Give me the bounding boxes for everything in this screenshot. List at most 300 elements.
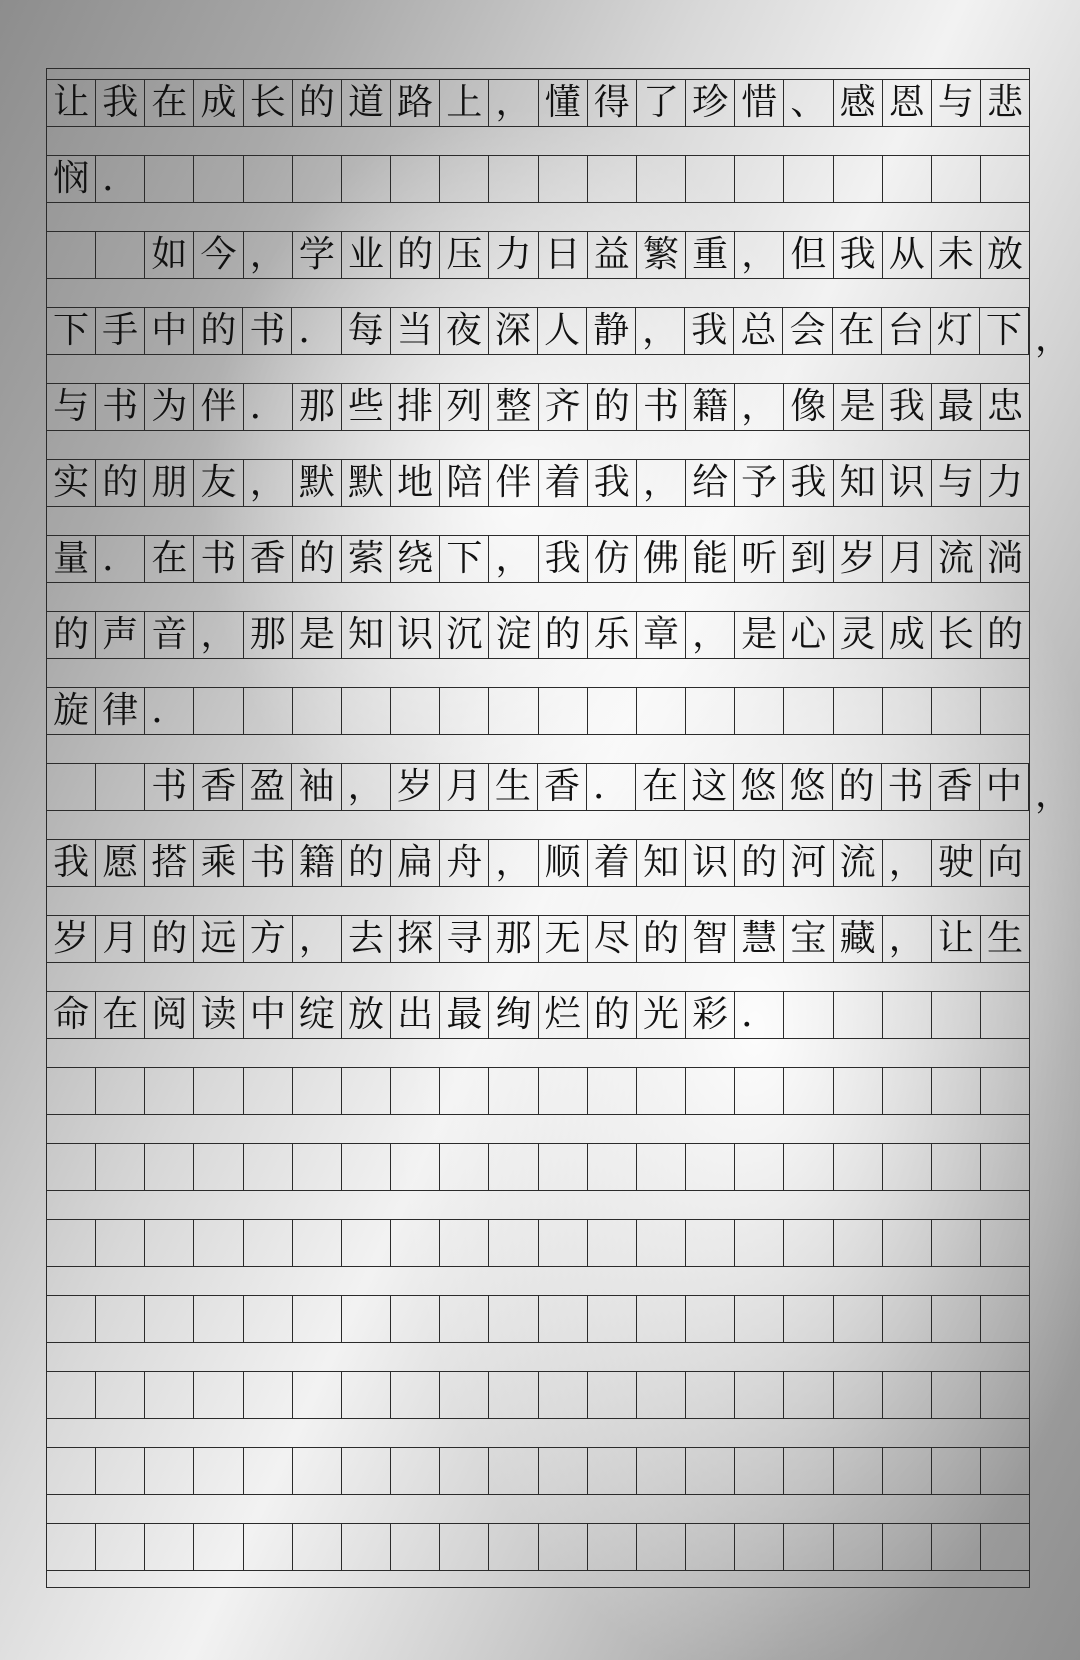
- grid-cell: ．: [244, 384, 293, 430]
- grid-cell: 那: [489, 916, 538, 962]
- grid-cell: 上: [440, 80, 489, 126]
- grid-cell: [588, 1144, 637, 1190]
- grid-cell: 章: [637, 612, 686, 658]
- grid-cell: [145, 1220, 194, 1266]
- grid-cell: 书: [244, 840, 293, 886]
- grid-cell: 识: [686, 840, 735, 886]
- grid-cell: [47, 1144, 96, 1190]
- grid-cell: [293, 1296, 342, 1342]
- grid-cell: 书: [882, 764, 931, 810]
- grid-cell: 在: [833, 308, 882, 354]
- grid-cell: [342, 688, 391, 734]
- grid-cell: ，: [636, 308, 685, 354]
- grid-cell: [735, 1220, 784, 1266]
- grid-cell: ，: [489, 840, 538, 886]
- grid-cell: 知: [637, 840, 686, 886]
- grid-cell: 伴: [194, 384, 243, 430]
- grid-cell: [440, 1372, 489, 1418]
- grid-cell: 书: [243, 308, 292, 354]
- grid-cell: [932, 688, 981, 734]
- grid-row: [47, 991, 1029, 1039]
- grid-row: [47, 155, 1029, 203]
- grid-cell: [735, 1448, 784, 1494]
- grid-cell: 的: [145, 916, 194, 962]
- grid-cell: [784, 1524, 833, 1570]
- grid-cell: 生: [489, 764, 538, 810]
- grid-cell: 舟: [440, 840, 489, 886]
- grid-cell: [96, 1144, 145, 1190]
- grid-cell: 列: [440, 384, 489, 430]
- grid-cell: 、: [784, 80, 833, 126]
- grid-cell: 让: [47, 80, 96, 126]
- grid-cell: [489, 1372, 538, 1418]
- grid-cell: 远: [194, 916, 243, 962]
- grid-cell: 在: [145, 536, 194, 582]
- grid-cell: 阅: [145, 992, 194, 1038]
- grid-cell: ，: [293, 916, 342, 962]
- grid-cell: [981, 156, 1029, 202]
- grid-cell: [784, 1372, 833, 1418]
- grid-cell: [932, 992, 981, 1038]
- grid-cell: 心: [784, 612, 833, 658]
- grid-cell: 声: [96, 612, 145, 658]
- grid-cell: 藏: [834, 916, 883, 962]
- grid-cell: [834, 1144, 883, 1190]
- grid-cell: [194, 688, 243, 734]
- grid-cell: [883, 1144, 932, 1190]
- grid-cell: [96, 232, 145, 278]
- grid-cell: 的: [391, 232, 440, 278]
- grid-cell: 陪: [440, 460, 489, 506]
- grid-cell: 绕: [391, 536, 440, 582]
- grid-cell: 深: [489, 308, 538, 354]
- grid-cell: 夜: [440, 308, 489, 354]
- grid-cell: 佛: [637, 536, 686, 582]
- grid-cell: [194, 1448, 243, 1494]
- grid-cell: 中: [244, 992, 293, 1038]
- grid-cell: [391, 156, 440, 202]
- grid-cell: 寻: [440, 916, 489, 962]
- grid-cell: [932, 1448, 981, 1494]
- grid-cell: 的: [342, 840, 391, 886]
- grid-cell: [637, 1220, 686, 1266]
- grid-cell: [784, 1296, 833, 1342]
- grid-cell: [96, 1296, 145, 1342]
- grid-cell: 懂: [539, 80, 588, 126]
- grid-cell: ，: [342, 764, 391, 810]
- grid-cell: [735, 1296, 784, 1342]
- grid-cell: 恩: [883, 80, 932, 126]
- grid-cell: [735, 1144, 784, 1190]
- grid-cell: 月: [440, 764, 489, 810]
- grid-cell: [932, 1524, 981, 1570]
- grid-cell: 的: [588, 992, 637, 1038]
- grid-cell: [342, 1220, 391, 1266]
- grid-cell: [588, 1524, 637, 1570]
- grid-cell: 道: [342, 80, 391, 126]
- grid-cell: 无: [539, 916, 588, 962]
- grid-cell: [244, 1448, 293, 1494]
- grid-cell: [539, 688, 588, 734]
- grid-cell: 的: [735, 840, 784, 886]
- grid-cell: [194, 156, 243, 202]
- grid-cell: [539, 1296, 588, 1342]
- grid-cell: [489, 688, 538, 734]
- grid-cell: 那: [244, 612, 293, 658]
- grid-cell: 驶: [932, 840, 981, 886]
- grid-cell: [981, 1448, 1029, 1494]
- grid-cell: 是: [293, 612, 342, 658]
- grid-cell: [735, 688, 784, 734]
- grid-cell: 忠: [987, 386, 1024, 427]
- grid-cell: [637, 1524, 686, 1570]
- grid-cell: 压: [440, 232, 489, 278]
- grid-cell: [244, 688, 293, 734]
- grid-cell: [440, 1068, 489, 1114]
- grid-row: [47, 1067, 1029, 1115]
- grid-cell: 的: [47, 612, 96, 658]
- grid-cell: 听: [735, 536, 784, 582]
- grid-cell: ，: [686, 612, 735, 658]
- grid-cell: 在: [145, 80, 194, 126]
- grid-cell: 淌: [987, 538, 1024, 579]
- grid-cell: [735, 1372, 784, 1418]
- grid-cell: 会: [783, 308, 832, 354]
- grid-cell: 些: [342, 384, 391, 430]
- grid-cell: [489, 1448, 538, 1494]
- grid-row: [47, 1371, 1029, 1419]
- grid-cell: [834, 688, 883, 734]
- grid-cell: [440, 1220, 489, 1266]
- grid-cell: [981, 688, 1029, 734]
- grid-cell: [293, 688, 342, 734]
- grid-cell: 盈: [243, 764, 292, 810]
- grid-cell: 人: [538, 308, 587, 354]
- grid-cell: 地: [391, 460, 440, 506]
- grid-cell: [932, 1144, 981, 1190]
- grid-cell: [145, 1296, 194, 1342]
- grid-cell: [981, 1068, 1029, 1114]
- grid-cell: 长: [244, 80, 293, 126]
- grid-cell: 齐: [539, 384, 588, 430]
- grid-cell: [981, 1372, 1029, 1418]
- grid-cell: [834, 156, 883, 202]
- grid-cell: [637, 156, 686, 202]
- grid-cell: 伴: [489, 460, 538, 506]
- grid-cell: 流: [932, 536, 981, 582]
- grid-cell: [588, 156, 637, 202]
- grid-cell: [342, 1372, 391, 1418]
- grid-cell: [735, 156, 784, 202]
- grid-cell: 了: [637, 80, 686, 126]
- grid-cell: 籍: [686, 384, 735, 430]
- grid-cell: [145, 1144, 194, 1190]
- grid-cell: 的: [588, 384, 637, 430]
- grid-cell: [588, 1220, 637, 1266]
- grid-cell: 实: [47, 460, 96, 506]
- grid-cell: [489, 1524, 538, 1570]
- grid-cell: 放: [987, 234, 1024, 275]
- grid-cell: 知: [834, 460, 883, 506]
- grid-cell: 书: [96, 384, 145, 430]
- grid-cell: [47, 1448, 96, 1494]
- grid-cell: [834, 1448, 883, 1494]
- grid-cell: 最: [440, 992, 489, 1038]
- grid-cell: [686, 1372, 735, 1418]
- grid-cell: 灯: [931, 308, 980, 354]
- grid-cell: ．: [145, 688, 194, 734]
- grid-cell: 像: [784, 384, 833, 430]
- grid-cell: 的: [987, 614, 1024, 655]
- grid-cell: [834, 1372, 883, 1418]
- grid-cell: [342, 1296, 391, 1342]
- grid-cell: [686, 156, 735, 202]
- grid-cell: [588, 1448, 637, 1494]
- margin-punctuation: ，: [1035, 318, 1072, 359]
- grid-cell: ，: [489, 536, 538, 582]
- grid-cell: 读: [194, 992, 243, 1038]
- grid-cell: 识: [883, 460, 932, 506]
- grid-cell: 力: [489, 232, 538, 278]
- grid-cell: 我: [685, 308, 734, 354]
- grid-cell: 我: [539, 536, 588, 582]
- grid-cell: ．: [292, 308, 341, 354]
- grid-cell: 乘: [194, 840, 243, 886]
- grid-cell: [981, 1144, 1029, 1190]
- grid-cell: 我: [883, 384, 932, 430]
- grid-cell: 是: [834, 384, 883, 430]
- grid-cell: 的: [637, 916, 686, 962]
- grid-cell: 香: [931, 764, 980, 810]
- grid-cell: [145, 1524, 194, 1570]
- grid-cell: [47, 1296, 96, 1342]
- grid-cell: [194, 1524, 243, 1570]
- grid-cell: [686, 688, 735, 734]
- grid-cell: ．: [587, 764, 636, 810]
- grid-cell: [342, 1068, 391, 1114]
- grid-cell: [637, 688, 686, 734]
- grid-cell: 默: [342, 460, 391, 506]
- grid-cell: 排: [391, 384, 440, 430]
- grid-cell: [588, 1372, 637, 1418]
- grid-cell: 让: [932, 916, 981, 962]
- grid-cell: [194, 1220, 243, 1266]
- grid-cell: 乐: [588, 612, 637, 658]
- grid-cell: 如: [145, 232, 194, 278]
- grid-cell: 最: [932, 384, 981, 430]
- grid-cell: 当: [391, 308, 440, 354]
- grid-cell: [96, 1068, 145, 1114]
- grid-cell: 总: [734, 308, 783, 354]
- grid-cell: ，: [244, 232, 293, 278]
- grid-cell: 中: [145, 308, 194, 354]
- grid-cell: [47, 1220, 96, 1266]
- grid-cell: 我: [588, 460, 637, 506]
- grid-cell: [539, 156, 588, 202]
- grid-cell: ，: [883, 916, 932, 962]
- grid-cell: 仿: [588, 536, 637, 582]
- grid-cell: [539, 1448, 588, 1494]
- grid-cell: 未: [932, 232, 981, 278]
- grid-cell: 岁: [834, 536, 883, 582]
- grid-cell: [932, 1068, 981, 1114]
- grid-cell: 的: [293, 536, 342, 582]
- grid-cell: [489, 1296, 538, 1342]
- grid-cell: 量: [47, 536, 96, 582]
- grid-cell: [784, 992, 833, 1038]
- grid-cell: 光: [637, 992, 686, 1038]
- grid-cell: [637, 1372, 686, 1418]
- grid-row: [47, 231, 1029, 279]
- grid-cell: 下: [47, 308, 96, 354]
- grid-cell: 着: [588, 840, 637, 886]
- grid-cell: 智: [686, 916, 735, 962]
- grid-cell: [194, 1068, 243, 1114]
- grid-cell: 淀: [489, 612, 538, 658]
- grid-cell: [637, 1144, 686, 1190]
- grid-cell: [244, 1220, 293, 1266]
- grid-cell: [96, 764, 145, 810]
- grid-cell: 慧: [735, 916, 784, 962]
- grid-cell: 与: [47, 384, 96, 430]
- grid-cell: 香: [194, 764, 243, 810]
- grid-cell: 但: [784, 232, 833, 278]
- grid-cell: [489, 1144, 538, 1190]
- grid-cell: [47, 1372, 96, 1418]
- grid-cell: [539, 1220, 588, 1266]
- grid-cell: 书: [145, 764, 194, 810]
- grid-cell: [637, 1296, 686, 1342]
- grid-cell: [440, 1296, 489, 1342]
- grid-cell: [784, 1220, 833, 1266]
- grid-cell: [735, 1524, 784, 1570]
- grid-cell: 识: [391, 612, 440, 658]
- grid-cell: 繁: [637, 232, 686, 278]
- grid-cell: [932, 1220, 981, 1266]
- grid-cell: [244, 1068, 293, 1114]
- grid-cell: 到: [784, 536, 833, 582]
- grid-cell: 我: [47, 840, 96, 886]
- grid-cell: 学: [293, 232, 342, 278]
- grid-row: [47, 459, 1029, 507]
- grid-cell: 中: [980, 764, 1029, 810]
- grid-cell: 去: [342, 916, 391, 962]
- grid-cell: [883, 1448, 932, 1494]
- grid-cell: 得: [588, 80, 637, 126]
- grid-cell: 与: [932, 80, 981, 126]
- grid-cell: [784, 1144, 833, 1190]
- grid-cell: [244, 1372, 293, 1418]
- grid-cell: [932, 156, 981, 202]
- grid-cell: 书: [637, 384, 686, 430]
- grid-cell: 长: [932, 612, 981, 658]
- grid-row: [47, 1523, 1029, 1571]
- grid-cell: 着: [539, 460, 588, 506]
- grid-cell: 悯: [47, 156, 96, 202]
- grid-cell: [735, 1068, 784, 1114]
- grid-cell: 的: [833, 764, 882, 810]
- grid-cell: 重: [686, 232, 735, 278]
- grid-cell: 在: [636, 764, 685, 810]
- grid-cell: 灵: [834, 612, 883, 658]
- grid-cell: 力: [987, 462, 1024, 503]
- grid-cell: ，: [735, 232, 784, 278]
- grid-cell: 台: [882, 308, 931, 354]
- grid-cell: [440, 688, 489, 734]
- grid-cell: ．: [96, 536, 145, 582]
- grid-cell: 方: [244, 916, 293, 962]
- grid-cell: [145, 156, 194, 202]
- grid-cell: ．: [96, 156, 145, 202]
- grid-cell: [293, 1372, 342, 1418]
- grid-cell: [489, 156, 538, 202]
- grid-cell: 成: [883, 612, 932, 658]
- grid-cell: 流: [834, 840, 883, 886]
- grid-cell: [391, 688, 440, 734]
- grid-cell: 香: [538, 764, 587, 810]
- grid-cell: [981, 1220, 1029, 1266]
- grid-cell: [293, 1068, 342, 1114]
- grid-cell: [981, 1296, 1029, 1342]
- grid-cell: [47, 1068, 96, 1114]
- grid-cell: 的: [539, 612, 588, 658]
- grid-cell: [686, 1220, 735, 1266]
- grid-cell: [47, 1524, 96, 1570]
- grid-cell: [244, 156, 293, 202]
- grid-cell: 珍: [686, 80, 735, 126]
- grid-cell: [244, 1296, 293, 1342]
- grid-cell: [96, 1448, 145, 1494]
- grid-cell: 业: [342, 232, 391, 278]
- grid-cell: [834, 1524, 883, 1570]
- grid-row: [47, 1219, 1029, 1267]
- grid-cell: [342, 1448, 391, 1494]
- grid-cell: 尽: [588, 916, 637, 962]
- grid-cell: [440, 1524, 489, 1570]
- grid-cell: [883, 1220, 932, 1266]
- grid-cell: [194, 1372, 243, 1418]
- grid-cell: [834, 1220, 883, 1266]
- grid-cell: [244, 1524, 293, 1570]
- grid-row: [47, 535, 1029, 583]
- grid-cell: [784, 156, 833, 202]
- grid-cell: 绚: [489, 992, 538, 1038]
- grid-cell: ．: [735, 992, 784, 1038]
- grid-cell: 愿: [96, 840, 145, 886]
- grid-cell: [981, 992, 1029, 1038]
- grid-cell: 予: [735, 460, 784, 506]
- grid-cell: [834, 992, 883, 1038]
- grid-cell: 向: [987, 842, 1024, 883]
- grid-cell: ，: [244, 460, 293, 506]
- grid-row: [47, 915, 1029, 963]
- grid-cell: [391, 1220, 440, 1266]
- grid-cell: 的: [194, 308, 243, 354]
- grid-cell: 朋: [145, 460, 194, 506]
- grid-row: [47, 1447, 1029, 1495]
- grid-cell: [637, 1068, 686, 1114]
- grid-cell: 河: [784, 840, 833, 886]
- grid-cell: [834, 1068, 883, 1114]
- grid-cell: 下: [980, 308, 1029, 354]
- grid-cell: 悲: [987, 82, 1024, 123]
- grid-cell: [391, 1296, 440, 1342]
- grid-cell: [293, 1524, 342, 1570]
- grid-cell: 烂: [539, 992, 588, 1038]
- grid-cell: [686, 1068, 735, 1114]
- grid-cell: 旋: [47, 688, 96, 734]
- grid-cell: [932, 1296, 981, 1342]
